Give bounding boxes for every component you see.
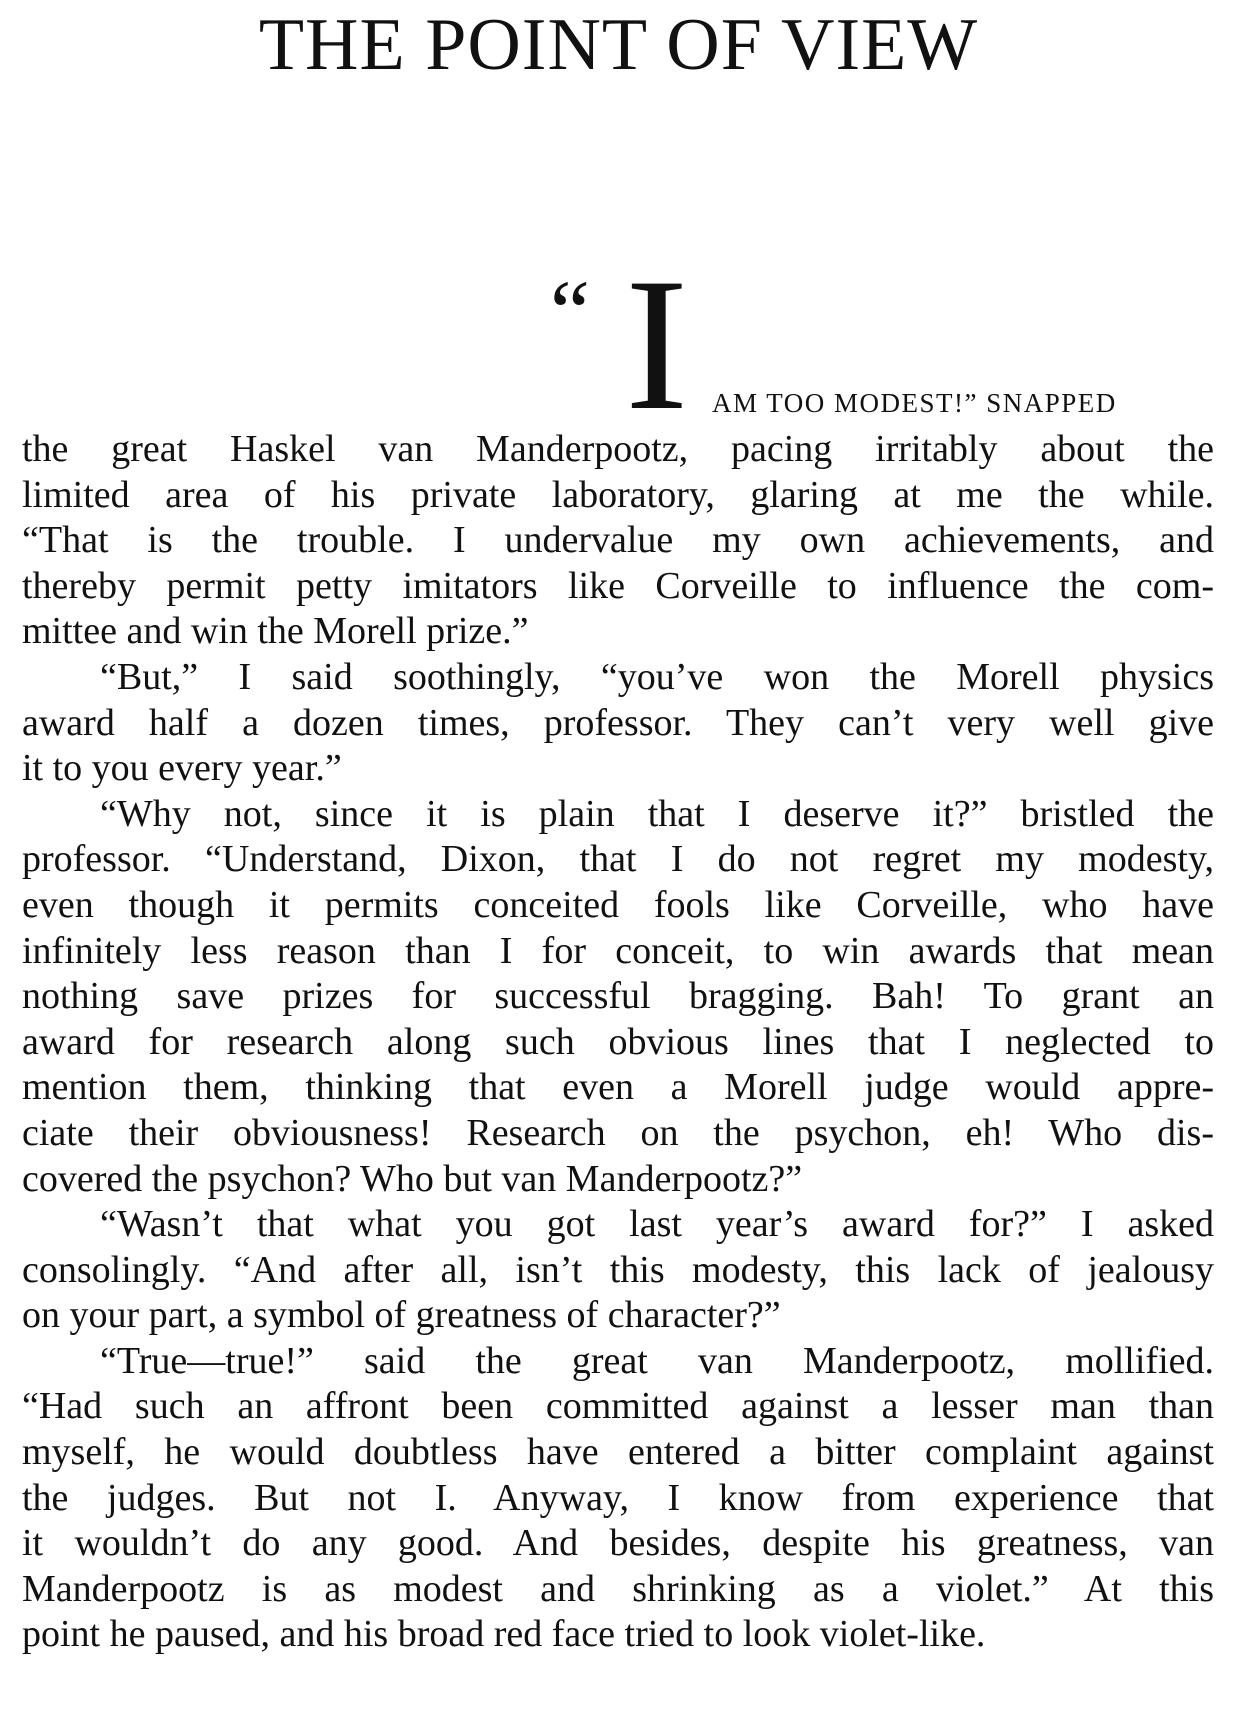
text-line: award for research along such obvious lines that I neglected to [22, 1020, 1214, 1063]
text-line: “Wasn’t that what you got last year’s award for?” I asked [100, 1203, 1214, 1246]
text-line: on your part, a symbol of greatness of character?” [22, 1294, 781, 1337]
text-line: professor. “Understand, Dixon, that I do not regret my modesty, [22, 838, 1214, 881]
text-line: nothing save prizes for successful bragging. Bah! To grant an [22, 975, 1214, 1018]
page-title: THE POINT OF VIEW [258, 4, 979, 86]
opening-small-caps: AM TOO MODEST!” SNAPPED [712, 388, 1117, 418]
text-line: point he paused, and his broad red face tried to look violet-like. [22, 1613, 986, 1656]
opening-quote-mark: “ [550, 263, 590, 362]
text-line: thereby permit petty imitators like Corveille to influence the com- [22, 564, 1214, 607]
text-line: “Why not, since it is plain that I deserve it?” bristled the [100, 792, 1214, 835]
text-line: it wouldn’t do any good. And besides, despite his greatness, van [22, 1522, 1214, 1565]
text-line: even though it permits conceited fools like Corveille, who have [22, 883, 1214, 926]
text-line: limited area of his private laboratory, glaring at me the while. [22, 473, 1214, 516]
text-line: “But,” I said soothingly, “you’ve won the Morell physics [100, 655, 1214, 698]
text-line: consolingly. “And after all, isn’t this modesty, this lack of jealousy [22, 1248, 1214, 1291]
text-line: ciate their obviousness! Research on the psychon, eh! Who dis- [22, 1111, 1214, 1154]
text-line: mention them, thinking that even a Morell judge would appre- [22, 1066, 1214, 1109]
text-line: the judges. But not I. Anyway, I know from experience that [22, 1476, 1214, 1519]
text-line: “True—true!” said the great van Manderpootz, mollified. [100, 1339, 1214, 1382]
text-line: Manderpootz is as modest and shrinking as a violet.” At this [22, 1567, 1214, 1610]
text-line: award half a dozen times, professor. They can’t very well give [22, 701, 1214, 744]
text-line: the great Haskel van Manderpootz, pacing irritably about the [22, 428, 1214, 470]
text-line: infinitely less reason than I for conceit, to win awards that mean [22, 929, 1214, 972]
text-line: covered the psychon? Who but van Manderpootz?” [22, 1157, 803, 1200]
text-line: it to you every year.” [22, 747, 342, 790]
drop-cap: I [625, 240, 689, 450]
text-line: myself, he would doubtless have entered a bitter complaint against [22, 1431, 1214, 1474]
text-line: “Had such an affront been committed against a lesser man than [22, 1385, 1214, 1428]
body-text [22, 427, 1214, 1658]
text-line: “That is the trouble. I undervalue my own achievements, and [22, 519, 1214, 562]
text-line: mittee and win the Morell prize.” [22, 610, 529, 653]
